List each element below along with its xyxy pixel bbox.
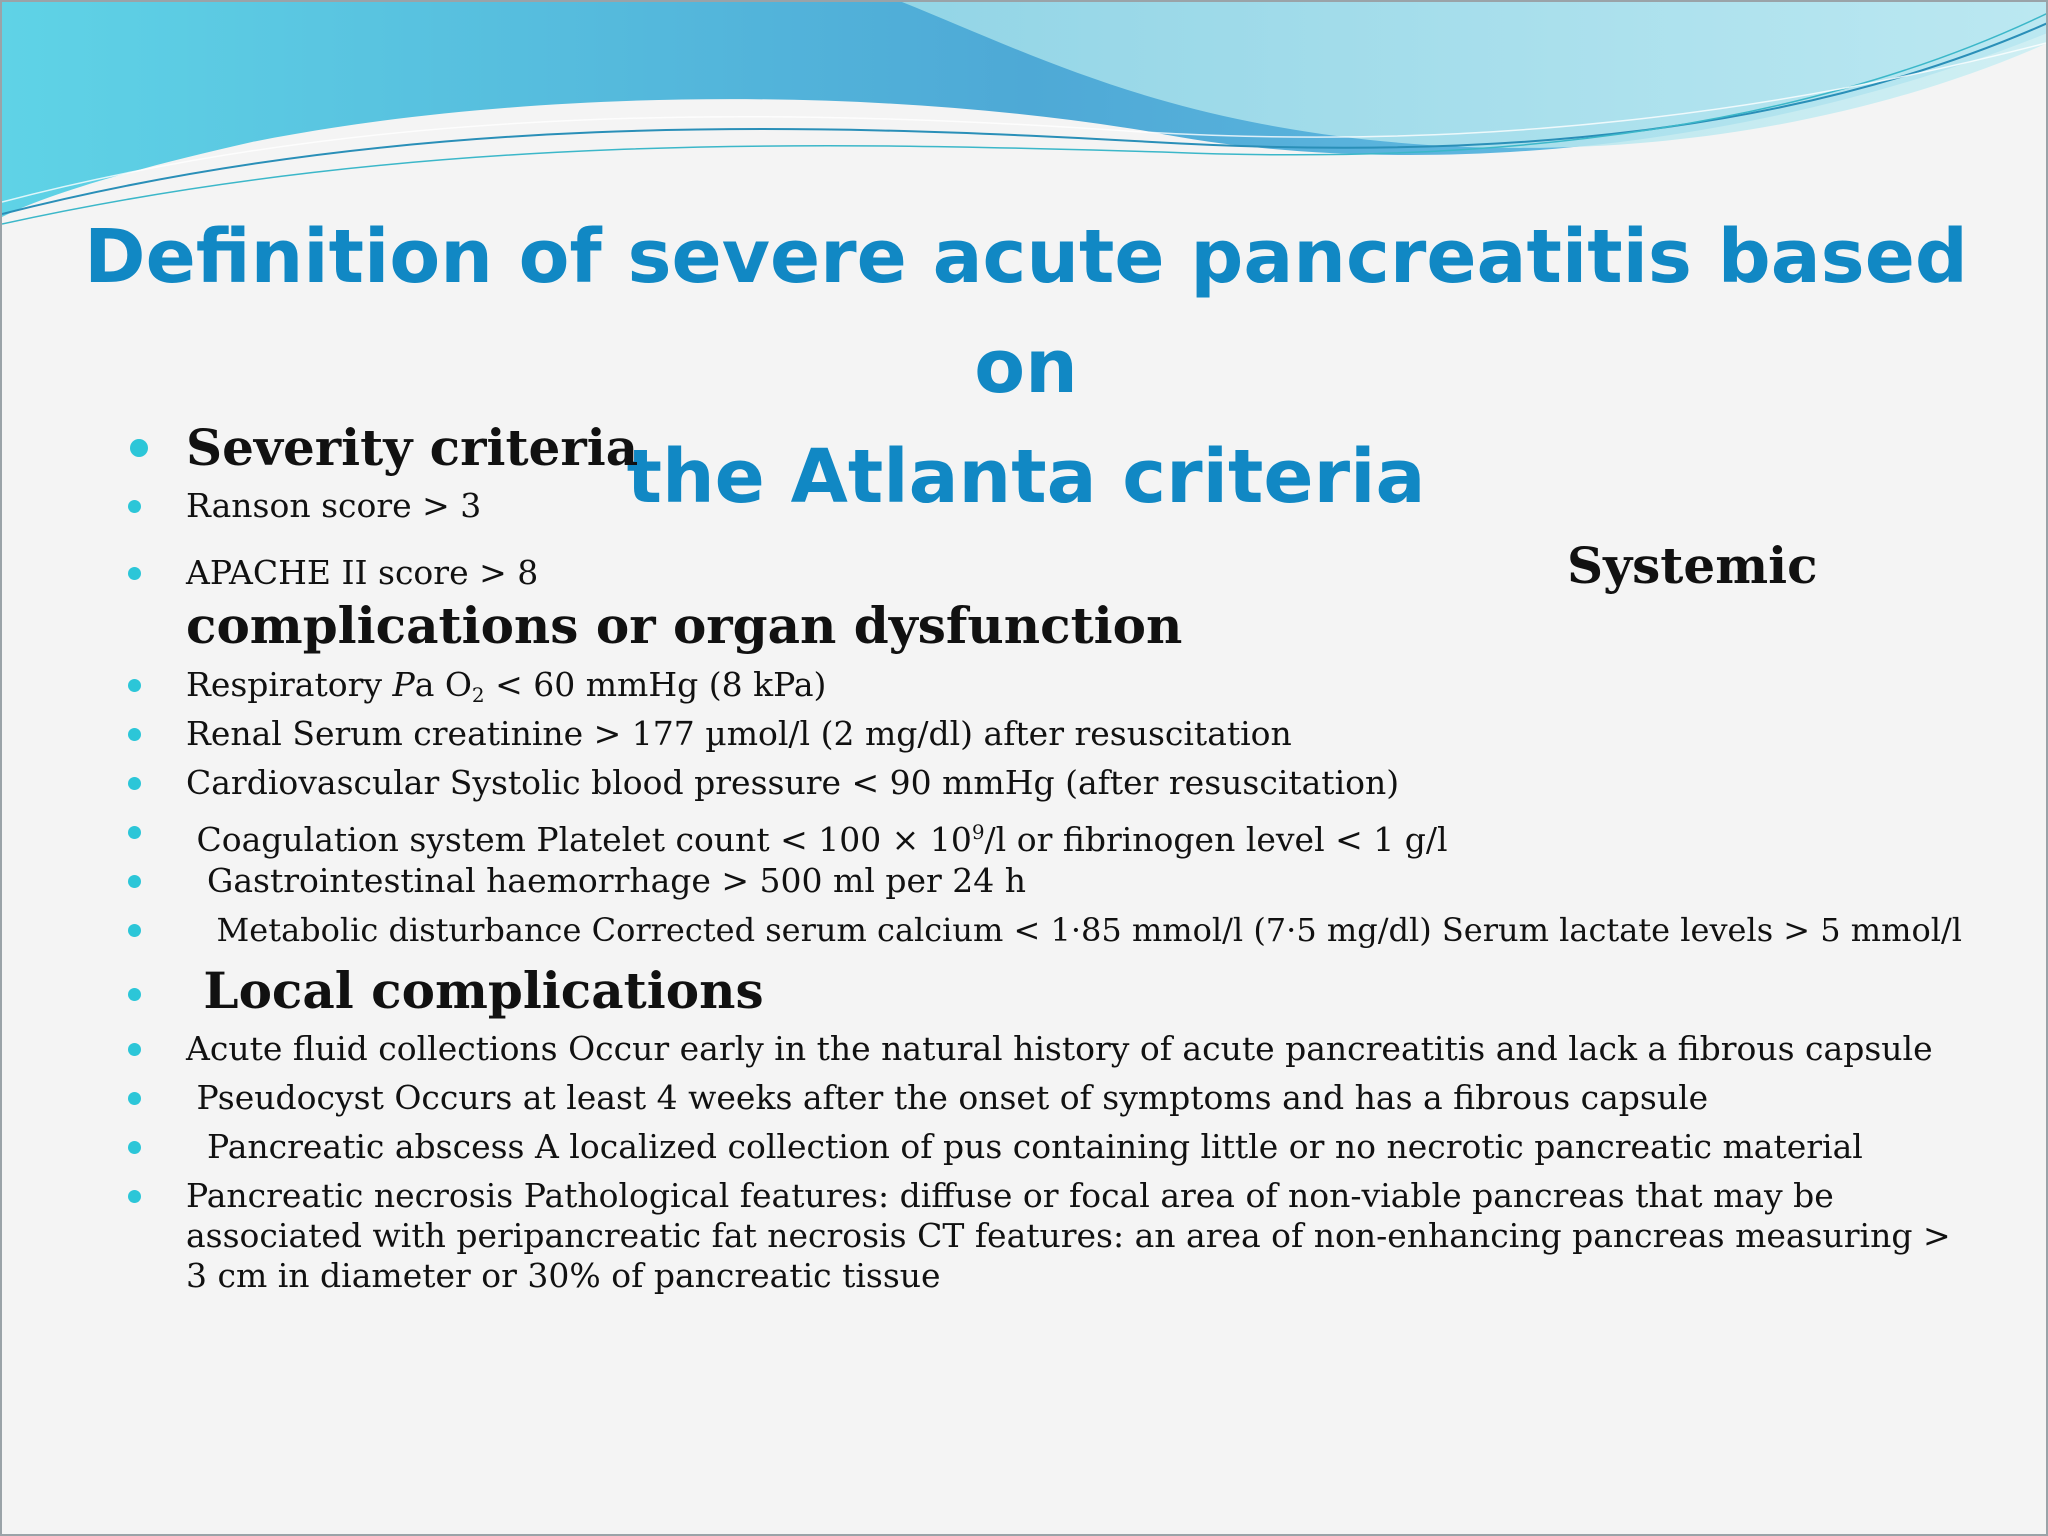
cardiovascular-item: Cardiovascular Systolic blood pressure < 90 mmHg (after resuscitation) [186,763,1400,802]
severity-heading: Severity criteria [186,418,639,477]
bullet-icon [128,1092,141,1105]
bullet-icon [128,924,141,937]
bullet-icon [128,500,141,513]
systemic-heading-start: Systemic [1567,536,1818,595]
slide-body [2,2,2048,1536]
respiratory-subscript: 2 [471,683,485,707]
coagulation-text: Coagulation system Platelet count < 100 × 10 [186,820,972,859]
bullet-icon [128,777,141,790]
local-heading: Local complications [186,961,764,1020]
ranson-item: Ranson score > 3 [186,486,482,525]
title-line-1: Definition of severe acute pancreatitis based on [84,214,1968,410]
respiratory-item [186,665,826,715]
renal-item: Renal Serum creatinine > 177 µmol/l (2 mg/dl) after resuscitation [186,714,1292,753]
metabolic-item: Metabolic disturbance Corrected serum calcium < 1·85 mmol/l (7·5 mg/dl) Serum lactate levels > 5 mmol/l [186,911,1962,949]
coagulation-superscript: 9 [971,820,985,844]
bullet-icon [128,988,141,1001]
pseudocyst-item: Pseudocyst Occurs at least 4 weeks after the onset of symptoms and has a fibrous capsule [186,1078,1709,1117]
necrosis-item: Pancreatic necrosis Pathological features: diffuse or focal area of non-viable pancreas that may be associated with peripancreatic fat necrosis CT features: an area of non-enhancing pancreas measuring > 3 cm in diameter or 30% of pancreatic tissue [186,1176,1951,1295]
bullet-icon [128,1190,141,1203]
bullet-icon [128,567,141,580]
coagulation-value: /l or fibrinogen level < 1 g/l [984,820,1448,859]
bullet-icon [128,826,141,839]
title-line-2: the Atlanta criteria [626,434,1426,520]
bullet-icon [128,875,141,888]
fluid-collections-item: Acute fluid collections Occur early in the natural history of acute pancreatitis and lack a fibrous capsule [186,1029,1933,1068]
apache-item: APACHE II score > 8 [186,553,539,592]
bullet-icon [128,1141,141,1154]
bullet-icon [128,1043,141,1056]
gastrointestinal-item: Gastrointestinal haemorrhage > 500 ml per 24 h [186,861,1027,900]
respiratory-p: P [392,665,415,704]
respiratory-ao: a O [414,665,472,704]
bullet-icon [128,728,141,741]
bullet-icon [128,679,141,692]
coagulation-item [186,812,1448,860]
abscess-item: Pancreatic abscess A localized collection of pus containing little or no necrotic pancreatic material [186,1127,1863,1166]
respiratory-value: < 60 mmHg (8 kPa) [484,665,827,704]
systemic-heading-end: complications or organ dysfunction [186,596,1183,655]
bullet-icon [130,439,148,457]
respiratory-label: Respiratory [186,665,393,704]
